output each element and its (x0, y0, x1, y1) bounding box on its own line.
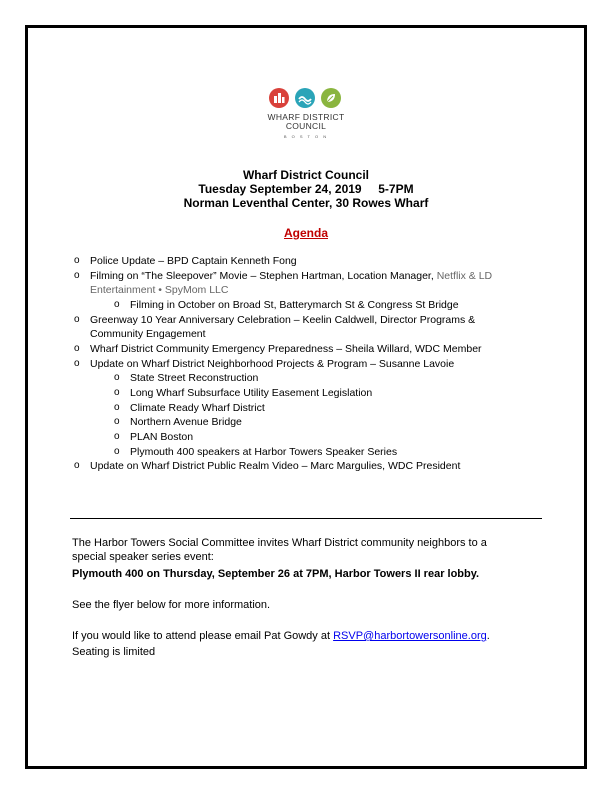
agenda-item-filming-text: Filming on “The Sleepover” Movie – Stephen Hartman, Location Manager, (90, 270, 437, 282)
agenda-item-filming-company: Netflix & LD (436, 270, 493, 282)
meeting-location: Norman Leventhal Center, 30 Rowes Wharf (183, 196, 429, 210)
meeting-title: Wharf District Council (242, 168, 369, 182)
notice-seating: Seating is limited (72, 646, 156, 658)
logo-text-line3: B O S T O N (283, 134, 329, 139)
bullet-icon: o (74, 270, 80, 281)
agenda-subitem: Long Wharf Subsurface Utility Easement Legislation (130, 387, 373, 399)
bullet-icon: o (114, 372, 120, 383)
bullet-icon: o (114, 299, 120, 310)
rsvp-email-link[interactable]: RSVP@harbortowersonline.org (333, 630, 487, 642)
agenda-subitem: Plymouth 400 speakers at Harbor Towers Speaker Series (130, 446, 398, 458)
notice-event: Plymouth 400 on Thursday, September 26 at 7PM, Harbor Towers II rear lobby. (72, 568, 480, 580)
bullet-icon: o (74, 460, 80, 471)
bullet-icon: o (114, 431, 120, 442)
agenda-subitem-filming-october: Filming in October on Broad St, Batterymarch St & Congress St Bridge (130, 299, 459, 311)
bullet-icon: o (114, 402, 120, 413)
agenda-title: Agenda (283, 226, 328, 240)
agenda-subitem: State Street Reconstruction (130, 372, 259, 384)
notice-rsvp (72, 629, 490, 643)
bullet-icon: o (74, 358, 80, 369)
agenda-subitem: Climate Ready Wharf District (130, 402, 265, 414)
notice-line-1: The Harbor Towers Social Committee invites Wharf District community neighbors to a (72, 537, 487, 549)
agenda-item-police: Police Update – BPD Captain Kenneth Fong (90, 255, 297, 267)
wharf-district-council-logo (250, 88, 362, 152)
bullet-icon: o (114, 416, 120, 427)
logo-leaf-icon (321, 88, 341, 108)
notice-rsvp-text: If you would like to attend please email Pat Gowdy at (72, 630, 334, 642)
notice-flyer: See the flyer below for more information. (72, 599, 271, 611)
agenda-item-filming (90, 269, 492, 283)
bullet-icon: o (74, 343, 80, 354)
agenda-item-greenway: Greenway 10 Year Anniversary Celebration – Keelin Caldwell, Director Programs & (90, 314, 476, 326)
bullet-icon: o (74, 314, 80, 325)
agenda-item-greenway-2: Community Engagement (90, 328, 206, 340)
notice-rsvp-period: . (486, 630, 490, 642)
logo-wave-icon (295, 88, 315, 108)
notice-line-2: special speaker series event: (72, 551, 214, 563)
section-divider (70, 518, 542, 519)
logo-circles (269, 88, 345, 110)
bullet-icon: o (74, 255, 80, 266)
logo-text-line1: WHARF DISTRICT (267, 112, 345, 122)
logo-building-icon (269, 88, 289, 108)
agenda-item-public-realm: Update on Wharf District Public Realm Video – Marc Margulies, WDC President (90, 460, 461, 472)
agenda-item-neighborhood: Update on Wharf District Neighborhood Projects & Program – Susanne Lavoie (90, 358, 455, 370)
agenda-subitem: Northern Avenue Bridge (130, 416, 242, 428)
agenda-item-filming-company-2: Entertainment • SpyMom LLC (90, 284, 229, 296)
logo-text-line2: COUNCIL (285, 121, 327, 131)
bullet-icon: o (114, 446, 120, 457)
agenda-subitem: PLAN Boston (130, 431, 194, 443)
meeting-date: Tuesday September 24, 2019 5-7PM (198, 182, 414, 196)
bullet-icon: o (114, 387, 120, 398)
agenda-item-emergency: Wharf District Community Emergency Preparedness – Sheila Willard, WDC Member (90, 343, 482, 355)
